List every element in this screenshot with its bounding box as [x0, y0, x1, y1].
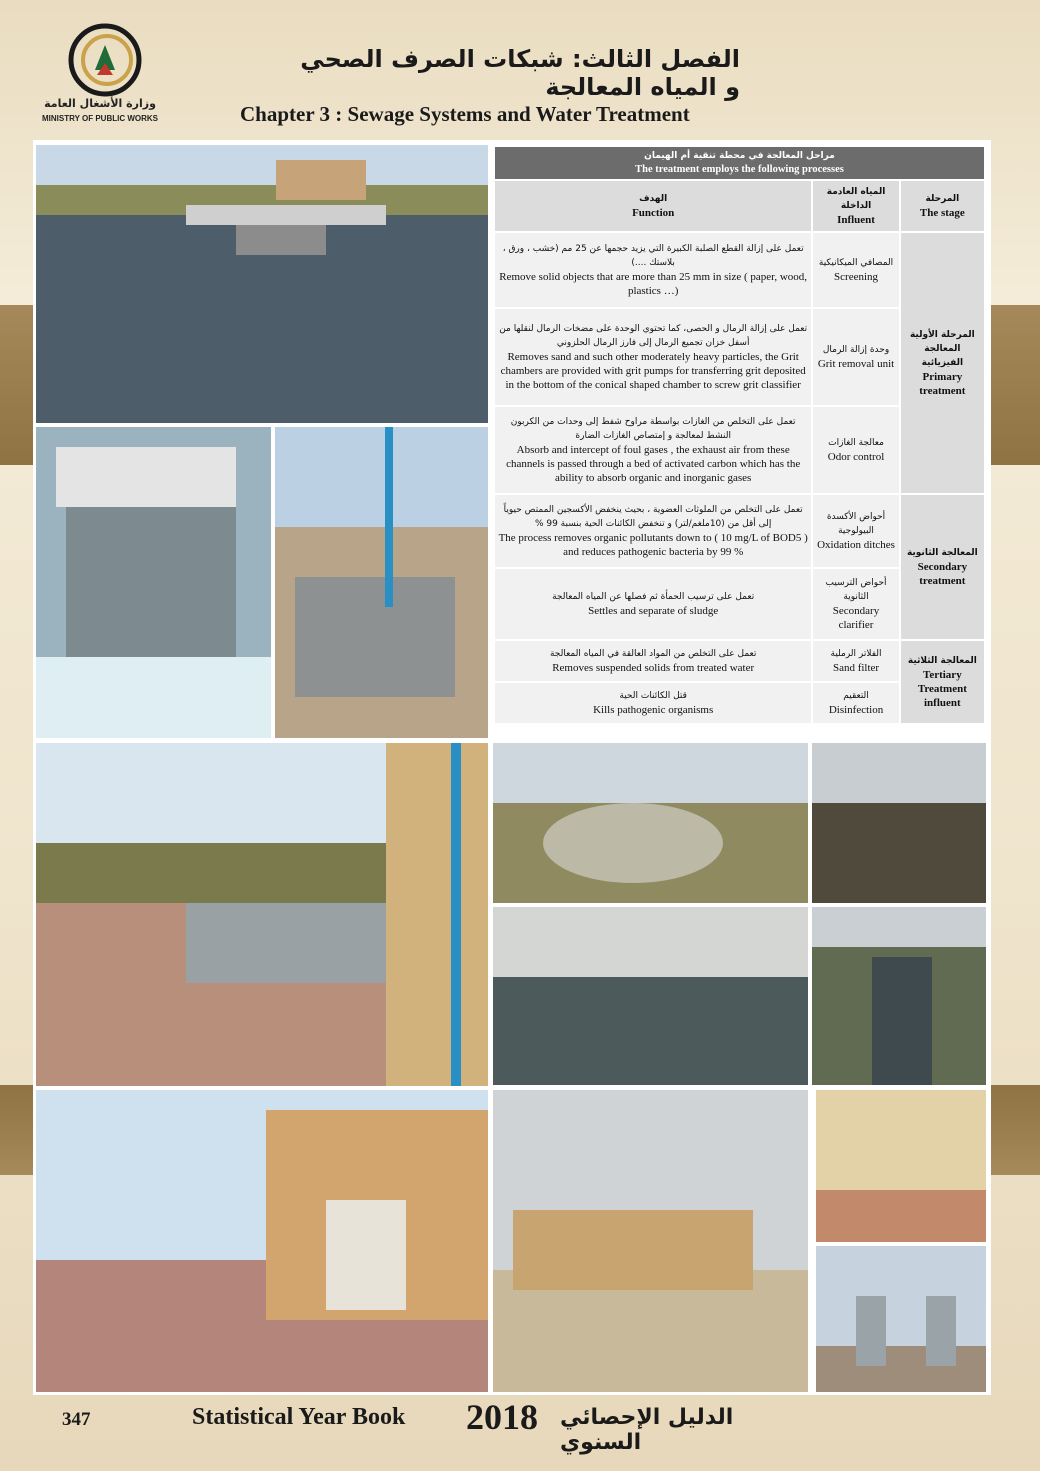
column-header-influent-en: Influent: [837, 214, 875, 226]
function-ar: تعمل على إزالة القطع الصلبة الكبيرة التي يزيد حجمها عن 25 مم (خشب ، ورق ، بلاستك ....): [502, 244, 804, 268]
photo-oxidation-ditch: [812, 743, 986, 903]
influent-ar: معالجة الغازات: [828, 438, 884, 448]
stage-primary: [900, 232, 985, 494]
influent-en: Oxidation ditches: [817, 539, 895, 551]
column-header-function: [494, 180, 812, 232]
influent-en: Disinfection: [828, 704, 884, 716]
stage-ar: المعالجة الثانوية: [906, 548, 978, 558]
stage-tertiary: [900, 640, 985, 724]
influent-ar: التعقيم: [843, 691, 869, 701]
photo-settling-basin: [493, 907, 808, 1085]
influent-ar: أحواض الترسيب الثانوية: [825, 578, 887, 602]
page-number: 347: [62, 1409, 91, 1430]
function-ar: تعمل على التخلص من الملوثات العضوية ، بحيث ينخفض الأكسجين الممتص حيوياً إلى أقل من (10ملغم/لتر) و تنخفض الكائنات الحية بنسبة 99 %: [503, 505, 803, 529]
influent-en: Screening: [834, 271, 879, 283]
photo-sand-filter: [812, 907, 986, 1085]
function-en: Absorb and intercept of foul gases , the exhaust air from these channels is passed through a bed of activated carbon which has the ability to absorb organic and inorganic gases: [506, 444, 801, 484]
table-title-en: The treatment employs the following processes: [635, 164, 844, 175]
table-row: [494, 640, 985, 682]
function-ar: قتل الكائنات الحية: [619, 691, 687, 701]
photo-indoor-hall: [816, 1090, 986, 1242]
table-title: [494, 146, 985, 180]
column-header-influent: [812, 180, 899, 232]
function-ar: تعمل على التخلص من الغازات بواسطة مراوح شفط إلى وحدات من الكربون النشط لمعالجة و إمتصاص الغازات الضارة: [510, 417, 796, 441]
stage-en: Tertiary Treatment influent: [917, 669, 967, 709]
column-header-influent-ar: المياه العادمة الداخلة: [826, 187, 886, 211]
influent-ar: وحدة إزالة الرمال: [822, 345, 890, 355]
column-header-stage-en: The stage: [919, 207, 965, 219]
function-ar: تعمل على ترسيب الحمأة ثم فصلها عن المياه المعالجة: [552, 592, 755, 602]
function-ar: تعمل على التخلص من المواد العالقة في المياه المعالجة: [549, 649, 757, 659]
book-title-ar: الدليل الإحصائي السنوي: [560, 1405, 734, 1455]
column-header-stage-ar: المرحلة: [925, 194, 960, 204]
photo-disinfection-units: [816, 1246, 986, 1392]
influent-ar: أحواض الأكسدة البيولوجية: [826, 512, 886, 536]
table-row: [494, 232, 985, 308]
stage-ar: المعالجة الثلاثية: [907, 656, 977, 666]
book-year: 2018: [466, 1397, 538, 1437]
photo-plant-buildings: [493, 1090, 808, 1392]
stage-en: Secondary treatment: [917, 561, 968, 587]
function-ar: تعمل على إزالة الرمال و الحصى، كما تحتوي الوحدة على مضخات الرمال لنقلها من أسفل خزان تجميع الرمال إلى فارز الرمال الحلزوني: [499, 324, 808, 348]
table-title-ar: مراحل المعالجة في محطة تنقية أم الهيمان: [644, 151, 835, 161]
function-en: Remove solid objects that are more than 25 mm in size ( paper, wood, plastics …): [499, 271, 808, 297]
influent-en: Grit removal unit: [817, 358, 895, 370]
ministry-logo: [35, 15, 175, 130]
photo-circular-tank: [493, 743, 808, 903]
influent-ar: المصافي الميكانيكية: [818, 258, 894, 268]
stage-en: Primary treatment: [919, 371, 966, 397]
stage-ar: المرحلة الأولية المعالجة الفيزيائية: [909, 330, 975, 368]
column-header-function-ar: الهدف: [639, 194, 668, 204]
chapter-title-en: Chapter 3 : Sewage Systems and Water Treatment: [240, 102, 690, 126]
influent-en: Sand filter: [832, 662, 880, 674]
book-title-en: Statistical Year Book: [192, 1404, 406, 1430]
function-en: Removes suspended solids from treated water: [552, 662, 755, 674]
influent-ar: الفلاتر الرملية: [830, 649, 882, 659]
function-en: Removes sand and such other moderately heavy particles, the Grit chambers are provided with grit pumps for transferring grit deposited in the bottom of the conical shaped chamber to screw grit classifier: [500, 351, 806, 391]
photo-clarifier-tank: [36, 145, 488, 423]
function-en: Kills pathogenic organisms: [593, 704, 714, 716]
photo-screening-channel: [36, 427, 271, 738]
influent-en: Secondary clarifier: [832, 605, 880, 631]
function-en: The process removes organic pollutants down to ( 10 mg/L of BOD5 ) and reduces pathogenic bacteria by 99 %: [498, 532, 808, 558]
photo-pump-building: [36, 1090, 488, 1392]
ministry-name-ar: وزارة الأشغال العامة: [44, 97, 156, 110]
influent-en: Odor control: [827, 451, 885, 463]
function-en: Settles and separate of sludge: [588, 605, 719, 617]
photo-mechanical-screens: [36, 743, 488, 1086]
ministry-name-en: MINISTRY OF PUBLIC WORKS: [42, 114, 158, 123]
column-header-function-en: Function: [632, 207, 675, 219]
stage-secondary: [900, 494, 985, 640]
photo-grit-chamber: [275, 427, 488, 738]
treatment-stages-table: [493, 145, 986, 725]
chapter-title-ar: الفصل الثالث: شبكات الصرف الصحي و المياه المعالجة: [300, 45, 740, 101]
column-header-stage: [900, 180, 985, 232]
table-row: [494, 494, 985, 568]
